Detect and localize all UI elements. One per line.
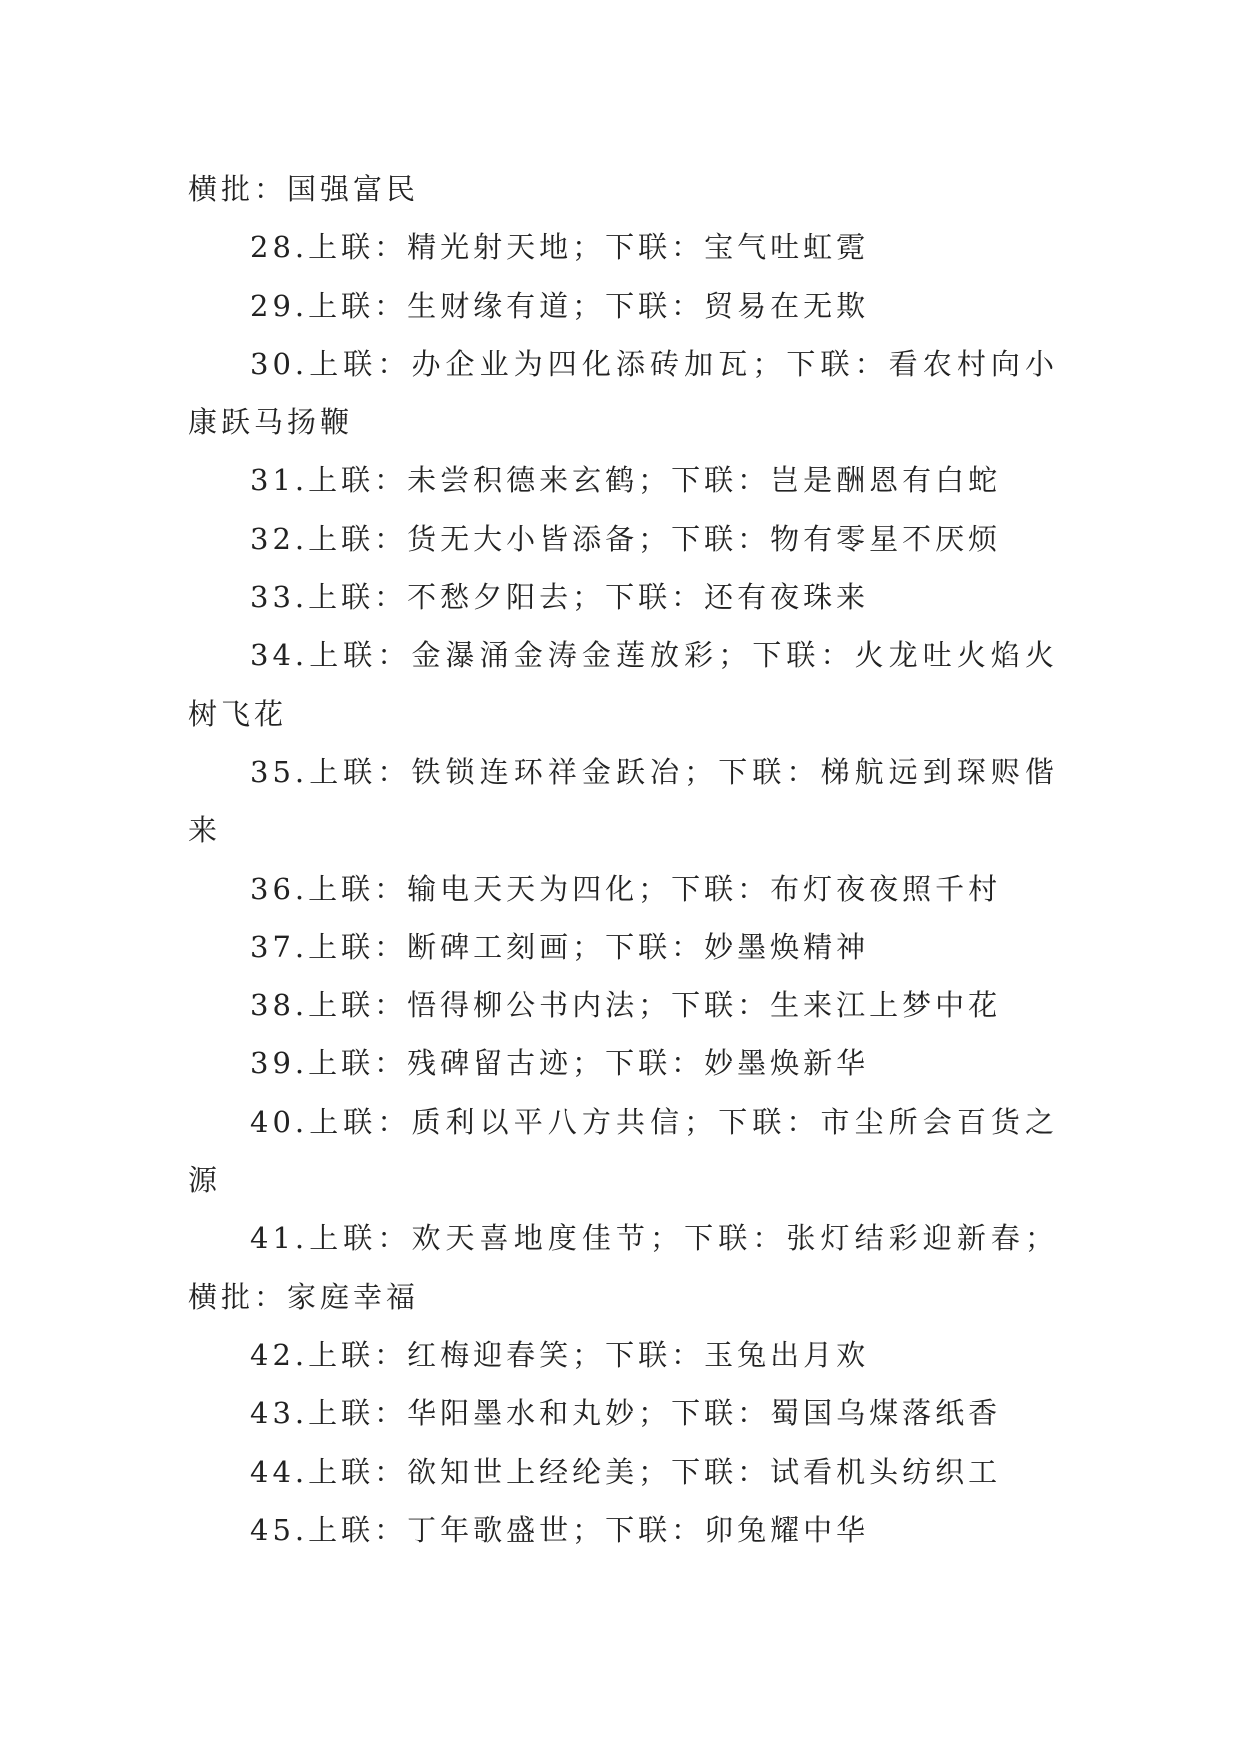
couplet-item-37: 37.上联：断碑工刻画；下联：妙墨焕精神 <box>250 929 870 964</box>
couplet-item-34: 34.上联：金瀑涌金涛金莲放彩；下联：火龙吐火焰火树飞花 <box>188 638 1058 731</box>
couplet-item-33: 33.上联：不愁夕阳去；下联：还有夜珠来 <box>250 580 870 615</box>
couplet-item-40: 40.上联：质利以平八方共信；下联：市尘所会百货之源 <box>188 1104 1058 1198</box>
couplet-item-43: 43.上联：华阳墨水和丸妙；下联：蜀国乌煤落纸香 <box>250 1396 1002 1431</box>
couplet-item-28: 28.上联：精光射天地；下联：宝气吐虹霓 <box>250 230 870 265</box>
couplet-item-32: 32.上联：货无大小皆添备；下联：物有零星不厌烦 <box>250 521 1002 556</box>
couplet-item-29: 29.上联：生财缘有道；下联：贸易在无欺 <box>250 288 870 323</box>
couplet-item-38: 38.上联：悟得柳公书内法；下联：生来江上梦中花 <box>250 988 1002 1023</box>
couplet-item-36: 36.上联：输电天天为四化；下联：布灯夜夜照千村 <box>250 871 1002 906</box>
couplet-item-30: 30.上联：办企业为四化添砖加瓦；下联：看农村向小康跃马扬鞭 <box>188 346 1058 440</box>
paragraph-hengpi: 横批：国强富民 <box>188 172 420 206</box>
couplet-item-44: 44.上联：欲知世上经纶美；下联：试看机头纺织工 <box>250 1454 1002 1489</box>
couplet-item-31: 31.上联：未尝积德来玄鹤；下联：岂是酬恩有白蛇 <box>250 463 1002 498</box>
couplet-item-45: 45.上联：丁年歌盛世；下联：卯兔耀中华 <box>250 1512 870 1547</box>
document-body <box>188 160 1058 1559</box>
couplet-item-42: 42.上联：红梅迎春笑；下联：玉兔出月欢 <box>250 1337 870 1372</box>
couplet-item-39: 39.上联：残碑留古迹；下联：妙墨焕新华 <box>250 1046 870 1081</box>
couplet-item-41: 41.上联：欢天喜地度佳节；下联：张灯结彩迎新春；横批：家庭幸福 <box>188 1221 1058 1314</box>
couplet-item-35: 35.上联：铁锁连环祥金跃冶；下联：梯航远到琛赆偕来 <box>188 754 1058 848</box>
